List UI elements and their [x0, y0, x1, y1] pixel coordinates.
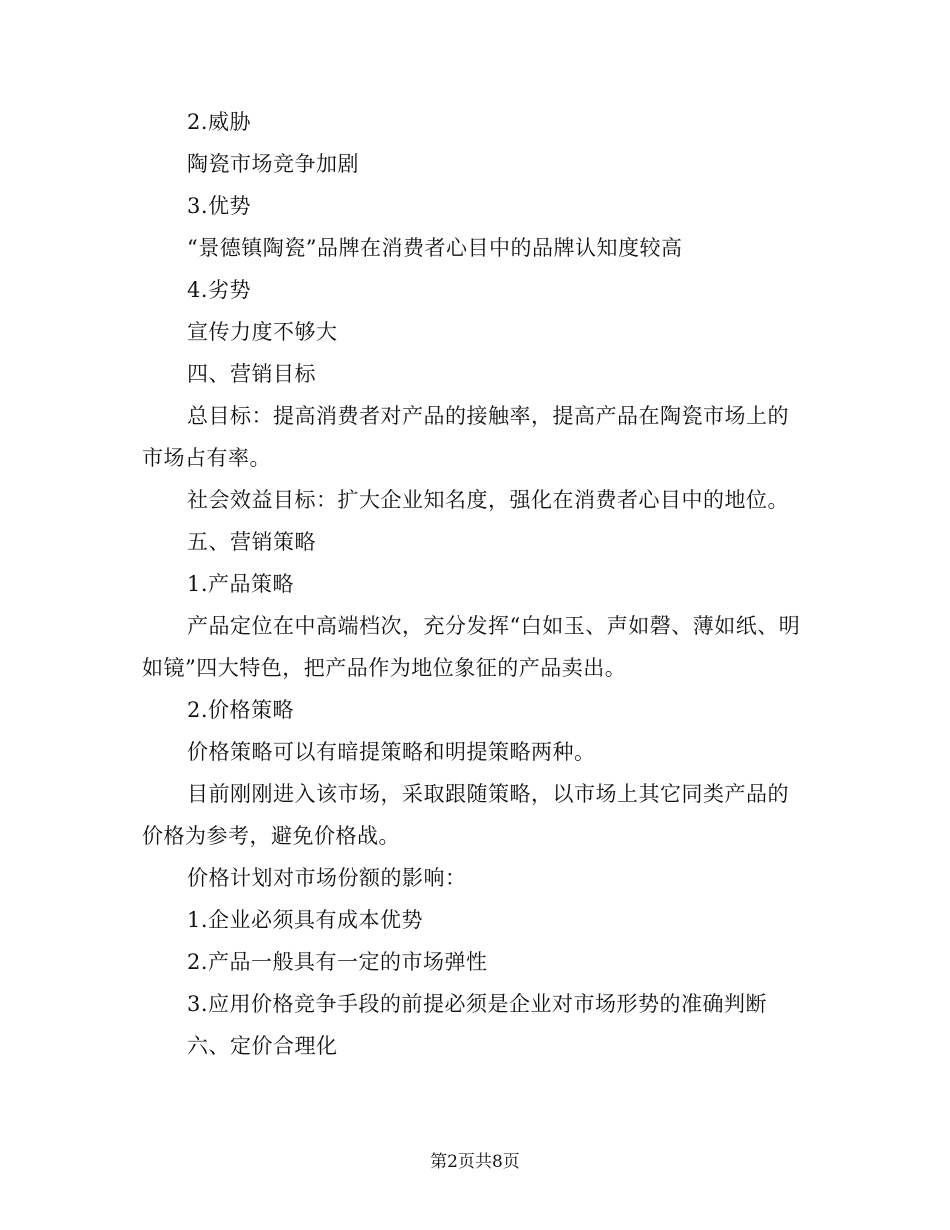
- page-number-footer: 第2页共8页: [430, 1152, 520, 1172]
- list-item-market-elasticity: 2.产品一般具有一定的市场弹性: [187, 950, 488, 974]
- paragraph-threat: 陶瓷市场竞争加剧: [187, 152, 359, 176]
- paragraph-follow-strategy: 目前刚刚进入该市场，采取跟随策略，以市场上其它同类产品的价格为参考，避免价格战。: [142, 782, 789, 848]
- paragraph-weakness: 宣传力度不够大: [187, 320, 338, 344]
- subheading-weakness: 4.劣势: [187, 278, 252, 302]
- paragraph-social-goal: 社会效益目标：扩大企业知名度，强化在消费者心目中的地位。: [187, 488, 789, 512]
- paragraph-overall-goal: 总目标：提高消费者对产品的接触率，提高产品在陶瓷市场上的市场占有率。: [142, 404, 789, 470]
- subheading-product-strategy: 1.产品策略: [187, 572, 295, 596]
- paragraph-strength: “景德镇陶瓷”品牌在消费者心目中的品牌认知度较高: [187, 236, 683, 260]
- paragraph-product-positioning: 产品定位在中高端档次，充分发挥“白如玉、声如磬、薄如纸、明如镜”四大特色，把产品作为地位象征的产品卖出。: [142, 614, 801, 680]
- section-heading-pricing: 六、定价合理化: [187, 1034, 338, 1058]
- paragraph-price-options: 价格策略可以有暗提策略和明提策略两种。: [187, 740, 596, 764]
- list-item-cost-advantage: 1.企业必须具有成本优势: [187, 908, 424, 932]
- section-heading-marketing-strategy: 五、营销策略: [187, 530, 316, 554]
- subheading-price-strategy: 2.价格策略: [187, 698, 295, 722]
- section-heading-marketing-goals: 四、营销目标: [187, 362, 316, 386]
- subheading-threat: 2.威胁: [187, 110, 252, 134]
- list-item-market-judgment: 3.应用价格竞争手段的前提必须是企业对市场形势的准确判断: [187, 992, 768, 1016]
- subheading-strength: 3.优势: [187, 194, 252, 218]
- paragraph-price-impact: 价格计划对市场份额的影响：: [187, 866, 467, 890]
